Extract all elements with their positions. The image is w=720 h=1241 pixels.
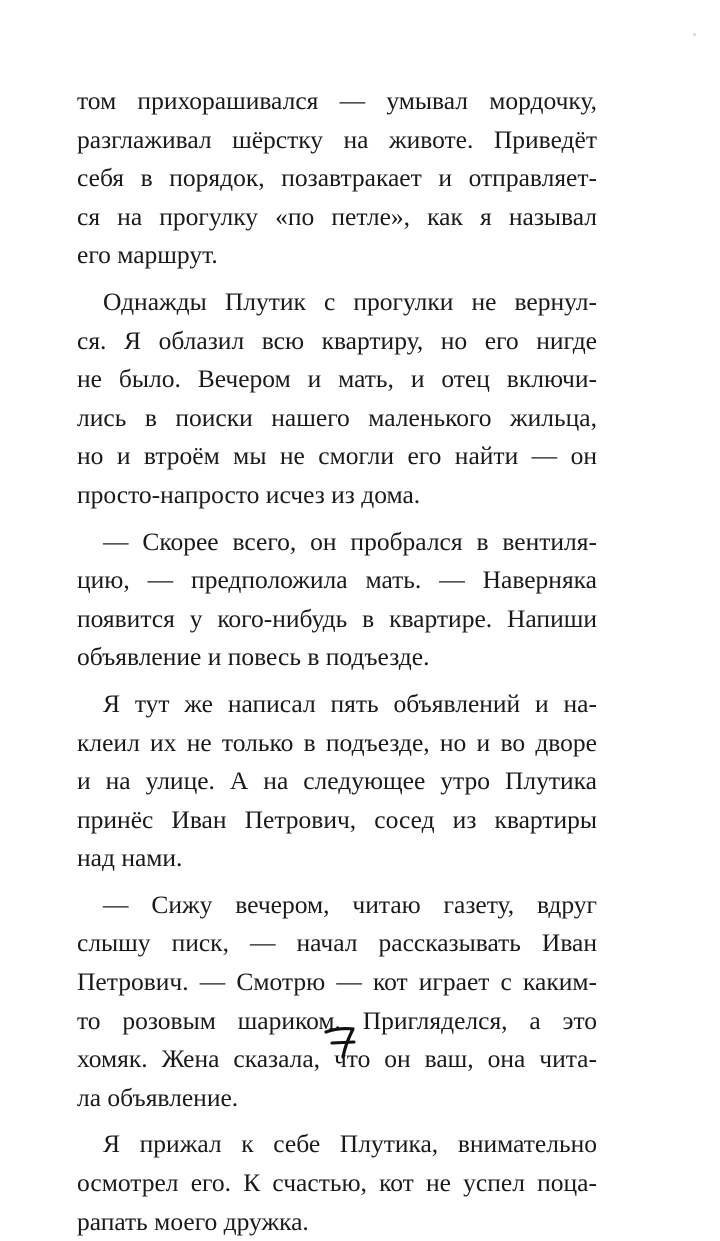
text-line: себя в порядок, позавтракает и отправляет- (77, 163, 597, 193)
text-line: Я прижал к себе Плутика, внимательно (103, 1129, 597, 1159)
text-line: ся. Я облазил всю квартиру, но его нигде (77, 325, 597, 355)
text-line: клеил их не только в подъезде, но и во дворе (77, 727, 597, 757)
text-line: том прихорашивался — умывал мордочку, (77, 86, 597, 115)
text-line: осмотрел его. К счастью, кот не успел поца- (77, 1168, 597, 1198)
text-line: но и втроём мы не смогли его найти — он (77, 441, 597, 471)
text-line: то розовым шариком. Пригляделся, а это (77, 1005, 597, 1035)
text-line: Я тут же написал пять объявлений и на- (103, 688, 597, 718)
text-line: появится у кого-нибудь в квартире. Напиши (77, 603, 597, 633)
text-line: Однажды Плутик с прогулки не вернул- (103, 286, 597, 316)
text-line: хомяк. Жена сказала, что он ваш, она чита- (77, 1044, 597, 1074)
text-line: Петрович. — Смотрю — кот играет с каким- (77, 967, 597, 997)
text-line: ла объявление. (77, 1082, 239, 1112)
handwritten-page-number (320, 1020, 360, 1060)
text-line: над нами. (77, 843, 183, 873)
text-line: слышу писк, — начал рассказывать Иван (77, 928, 597, 958)
text-line: рапать моего дружка. (77, 1206, 309, 1236)
text-line: его маршрут. (77, 240, 218, 270)
text-line: цию, — предположила мать. — Наверняка (77, 565, 597, 595)
text-line: — Скорее всего, он пробрался в вентиля- (103, 526, 597, 556)
text-line: и на улице. А на следующее утро Плутика (77, 766, 597, 796)
text-line: ся на прогулку «по петле», как я называл (77, 201, 597, 231)
text-line: принёс Иван Петрович, сосед из квартиры (77, 804, 597, 834)
text-line: объявление и повесь в подъезде. (77, 642, 430, 672)
text-line: не было. Вечером и мать, и отец включи- (77, 364, 597, 394)
text-line: лись в поиски нашего маленького жильца, (77, 402, 597, 432)
text-line: разглаживал шёрстку на животе. Приведёт (77, 124, 597, 154)
text-line: просто-напросто исчез из дома. (77, 479, 421, 509)
text-line: — Сижу вечером, читаю газету, вдруг (103, 889, 597, 919)
body-text (77, 82, 597, 1241)
scan-speck (693, 33, 696, 36)
